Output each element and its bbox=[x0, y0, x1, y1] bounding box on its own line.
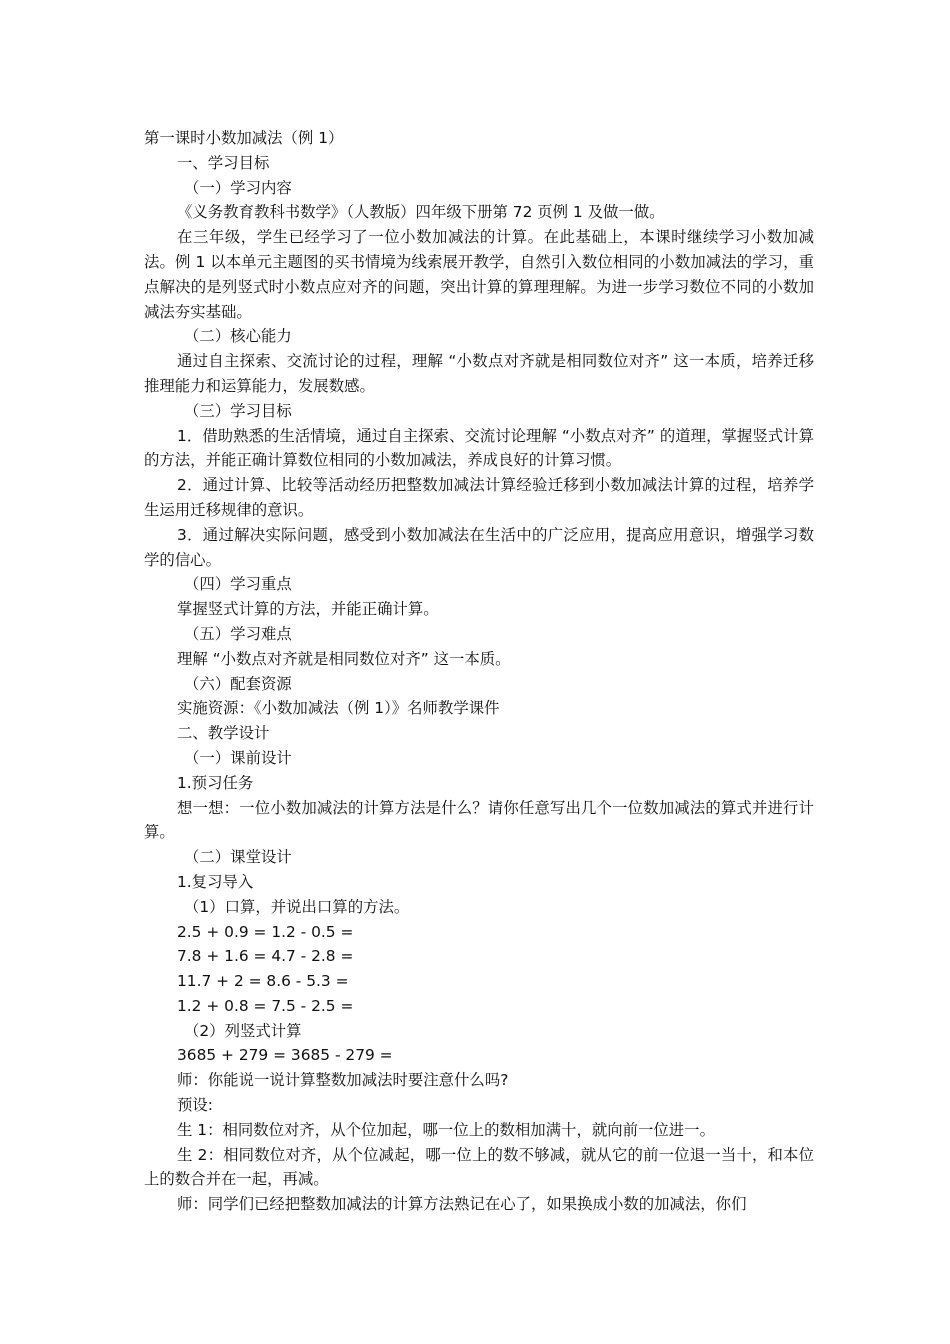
student-answer: 生 2：相同数位对齐，从个位减起，哪一位上的数不够减，就从它的前一位退一当十，和本位上的数合并在一起，再减。 bbox=[144, 1145, 814, 1189]
subsection-heading: （一）学习内容 bbox=[184, 178, 292, 197]
review-heading: 1.复习导入 bbox=[177, 872, 254, 891]
vertical-heading: （2）列竖式计算 bbox=[184, 1021, 302, 1040]
equation-line: 11.7 + 2 = 8.6 - 5.3 = bbox=[177, 972, 349, 991]
difficulty-text: 理解 “小数点对齐就是相同数位对齐” 这一本质。 bbox=[177, 649, 511, 668]
content-paragraph: 在三年级，学生已经学习了一位小数加减法的计算。在此基础上，本课时继续学习小数加减法。例 1 以本单元主题图的买书情境为线索展开教学，自然引入数位相同的小数加减法的学习，重点解决的是列竖式时小数点应对齐的问题，突出计算的算理理解。为进一步学习数位不同的小数加减法夯实基础。 bbox=[144, 228, 814, 321]
textbook-source: 《义务教育教科书数学》（人教版）四年级下册第 72 页例 1 及做一做。 bbox=[177, 203, 665, 222]
subsection-heading: （一）课前设计 bbox=[184, 748, 292, 767]
section-heading: 一、学习目标 bbox=[177, 153, 270, 172]
goal-item: 1．借助熟悉的生活情境，通过自主探索、交流讨论理解 “小数点对齐” 的道理，掌握竖式计算的方法，并能正确计算数位相同的小数加减法，养成良好的计算习惯。 bbox=[144, 426, 814, 470]
goal-item: 2．通过计算、比较等活动经历把整数加减法计算经验迁移到小数加减法计算的过程，培养学生运用迁移规律的意识。 bbox=[144, 476, 814, 519]
subsection-heading: （三）学习目标 bbox=[184, 401, 292, 420]
subsection-heading: （二）核心能力 bbox=[184, 327, 292, 346]
preview-paragraph: 想一想：一位小数加减法的计算方法是什么？请你任意写出几个一位数加减法的算式并进行计算。 bbox=[144, 798, 814, 842]
teacher-question: 师：你能说一说计算整数加减法时要注意什么吗? bbox=[177, 1071, 509, 1090]
teacher-remark: 师：同学们已经把整数加减法的计算方法熟记在心了，如果换成小数的加减法，你们 bbox=[177, 1195, 747, 1214]
preset-label: 预设: bbox=[177, 1096, 213, 1115]
section-heading: 二、教学设计 bbox=[177, 724, 270, 743]
goal-item: 3．通过解决实际问题，感受到小数加减法在生活中的广泛应用，提高应用意识，增强学习数学的信心。 bbox=[144, 525, 814, 569]
subsection-heading: （五）学习难点 bbox=[184, 624, 292, 643]
document-body bbox=[144, 126, 814, 1217]
preview-heading: 1.预习任务 bbox=[177, 773, 254, 792]
subsection-heading: （二）课堂设计 bbox=[184, 848, 292, 867]
resource-text: 实施资源：《小数加减法（例 1）》名师教学课件 bbox=[177, 699, 500, 718]
subsection-heading: （六）配套资源 bbox=[184, 674, 292, 693]
key-point-text: 掌握竖式计算的方法，并能正确计算。 bbox=[177, 600, 439, 619]
lesson-title: 第一课时小数加减法（例 1） bbox=[144, 129, 344, 147]
student-answer: 生 1：相同数位对齐，从个位加起，哪一位上的数相加满十，就向前一位进一。 bbox=[177, 1120, 715, 1139]
oral-heading: （1）口算，并说出口算的方法。 bbox=[184, 897, 410, 916]
equation-line: 3685 + 279 = 3685 - 279 = bbox=[177, 1046, 393, 1065]
ability-paragraph: 通过自主探索、交流讨论的过程，理解 “小数点对齐就是相同数位对齐” 这一本质，培养迁移推理能力和运算能力，发展数感。 bbox=[144, 352, 814, 395]
equation-line: 1.2 + 0.8 = 7.5 - 2.5 = bbox=[177, 996, 354, 1015]
subsection-heading: （四）学习重点 bbox=[184, 575, 292, 594]
equation-line: 7.8 + 1.6 = 4.7 - 2.8 = bbox=[177, 947, 354, 966]
equation-line: 2.5 + 0.9 = 1.2 - 0.5 = bbox=[177, 922, 354, 941]
